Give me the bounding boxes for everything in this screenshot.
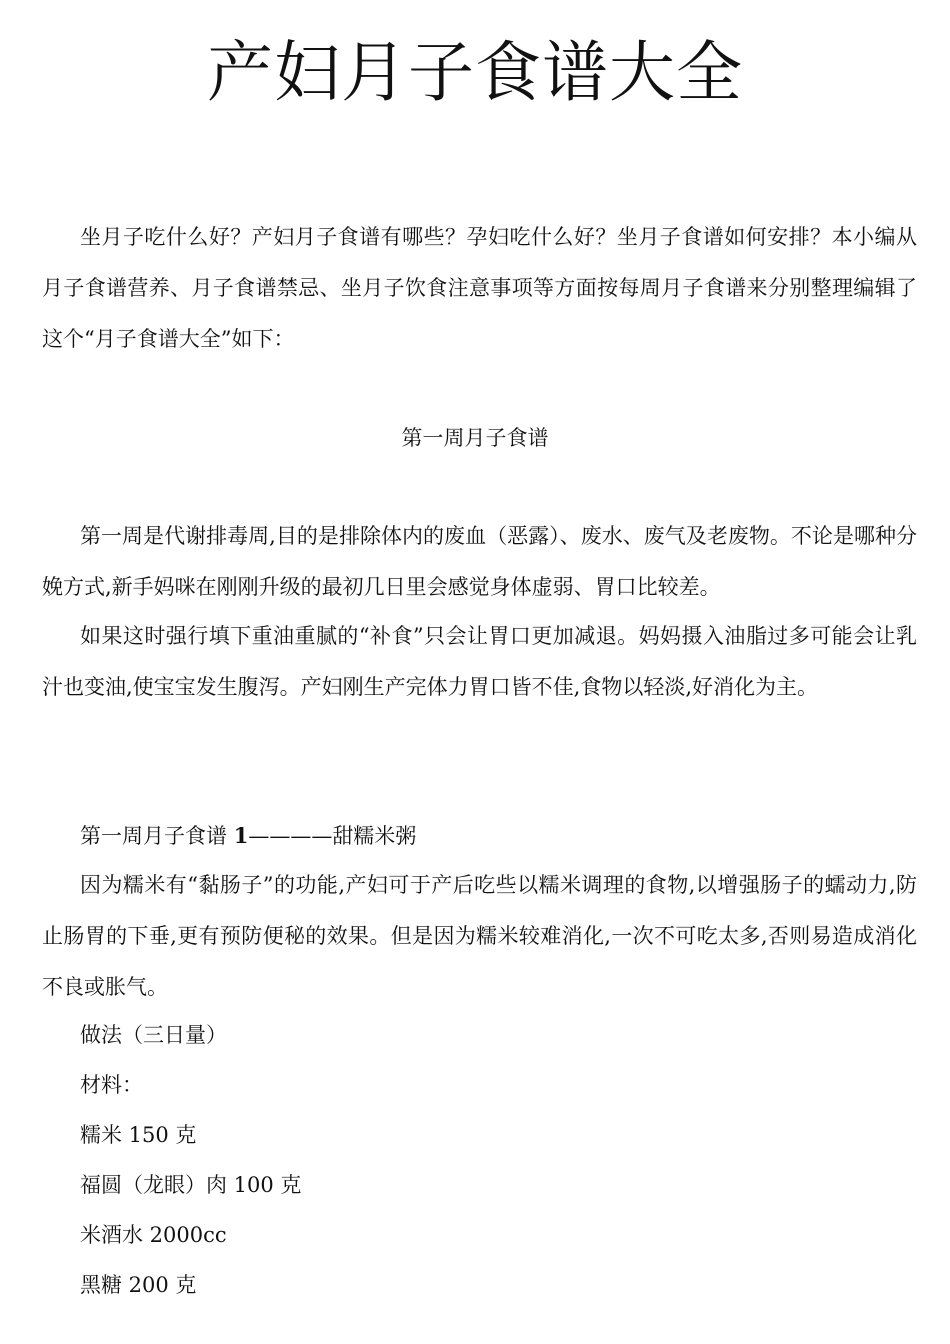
intro-paragraph: 坐月子吃什么好？产妇月子食谱有哪些？孕妇吃什么好？坐月子食谱如何安排？本小编从月子食谱营养、月子食谱禁忌、坐月子饮食注意事项等方面按每周月子食谱来分别整理编辑了这个“月子食谱大全”如下： xyxy=(42,225,917,351)
week1-paragraph-1: 第一周是代谢排毒周,目的是排除体内的废血（恶露）、废水、废气及老废物。不论是哪种分娩方式,新手妈咪在刚刚升级的最初几日里会感觉身体虚弱、胃口比较差。 xyxy=(42,524,917,599)
ingredient-item: 糯米 150 克 xyxy=(80,1123,197,1147)
recipe1-method: 做法（三日量） xyxy=(80,1023,227,1047)
week1-paragraph-2: 如果这时强行填下重油重腻的“补食”只会让胃口更加减退。妈妈摄入油脂过多可能会让乳汁也变油,使宝宝发生腹泻。产妇刚生产完体力胃口皆不佳,食物以轻淡,好消化为主。 xyxy=(42,624,917,699)
recipe1-heading-suffix: ————甜糯米粥 xyxy=(248,824,417,848)
week1-heading: 第一周月子食谱 xyxy=(401,426,549,450)
recipe1-description: 因为糯米有“黏肠子”的功能,产妇可于产后吃些以糯米调理的食物,以增强肠子的蠕动力,防止肠胃的下垂,更有预防便秘的效果。但是因为糯米较难消化,一次不可吃太多,否则易造成消化不良或胀气。 xyxy=(42,873,917,999)
ingredient-item: 米酒水 2000cc xyxy=(80,1223,227,1247)
recipe1-heading xyxy=(80,810,416,862)
ingredient-item: 福圆（龙眼）肉 100 克 xyxy=(80,1173,302,1197)
recipe1-materials-label: 材料： xyxy=(80,1073,143,1097)
recipe1-heading-number: 1 xyxy=(233,823,249,848)
recipe1-heading-prefix: 第一周月子食谱 xyxy=(80,824,234,848)
document-title: 产妇月子食谱大全 xyxy=(207,34,743,111)
ingredient-item: 黑糖 200 克 xyxy=(80,1273,197,1297)
